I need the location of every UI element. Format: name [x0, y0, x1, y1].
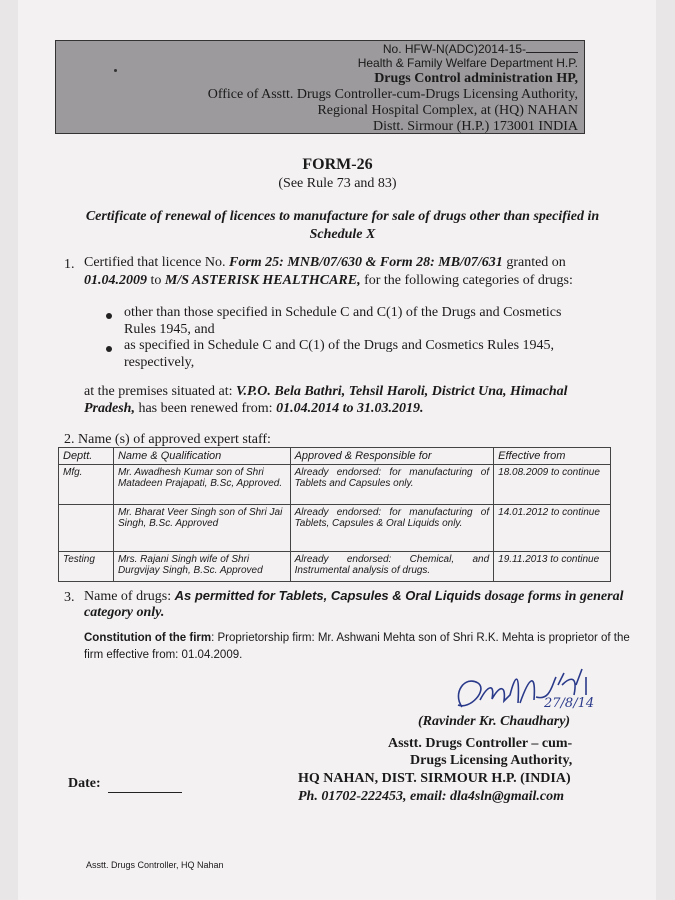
reference-number: No. HFW-N(ADC)2014-15- [383, 42, 578, 56]
complex-address: Regional Hospital Complex, at (HQ) NAHAN [317, 103, 578, 118]
category-2-line1: as specified in Schedule C and C(1) of the Drugs and Cosmetics Rules 1945, [124, 338, 555, 353]
premises-line2: Pradesh, has been renewed from: 01.04.2014 to 31.03.2019. [84, 401, 424, 416]
item1-line2: 01.04.2009 to M/S ASTERISK HEALTHCARE, for the following categories of drugs: [84, 273, 573, 288]
bullet-icon [106, 346, 112, 352]
dept-cell: Testing [59, 552, 114, 582]
item3-line1: Name of drugs: As permitted for Tablets, Capsules & Oral Liquids dosage forms in general [84, 588, 624, 604]
effective-cell: 14.01.2012 to continue [494, 505, 611, 552]
bullet-icon [106, 313, 112, 319]
signatory-title-2: Drugs Licensing Authority, [410, 753, 573, 768]
svg-text:27/8/14: 27/8/14 [544, 696, 595, 711]
certificate-title: Certificate of renewal of licences to manufacture for sale of drugs other than specified in Schedule X [85, 209, 600, 242]
signatory-contact: Ph. 01702-222453, email: dla4sln@gmail.com [298, 789, 564, 804]
item3-number: 3. [64, 590, 75, 605]
expert-staff-table [58, 447, 611, 582]
constitution-line1: Constitution of the firm: Proprietorship firm: Mr. Ashwani Mehta son of Shri R.K. Mehta is proprietor of the [84, 632, 630, 644]
speck-mark [114, 69, 117, 72]
department-name: Health & Family Welfare Department H.P. [357, 56, 578, 70]
name-cell: Mr. Awadhesh Kumar son of Shri Matadeen Prajapati, B.Sc, Approved. [113, 465, 290, 505]
effective-cell: 18.08.2009 to continue [494, 465, 611, 505]
category-2-line2: respectively, [124, 355, 195, 370]
office-name: Office of Asstt. Drugs Controller-cum-Drugs Licensing Authority, [207, 87, 578, 102]
constitution-line2: firm effective from: 01.04.2009. [84, 649, 243, 661]
approved-cell: Already endorsed: for manufacturing of Tablets, Capsules & Oral Liquids only. [290, 505, 494, 552]
dept-cell [59, 505, 114, 552]
table-header-row [59, 448, 611, 465]
effective-cell: 19.11.2013 to continue [494, 552, 611, 582]
approved-cell: Already endorsed: Chemical, and Instrumental analysis of drugs. [290, 552, 494, 582]
premises-line1: at the premises situated at: V.P.O. Bela Bathri, Tehsil Haroli, District Una, Himachal [84, 384, 568, 399]
staff-heading: 2. Name (s) of approved expert staff: [64, 432, 271, 447]
name-cell: Mr. Bharat Veer Singh son of Shri Jai Singh, B.Sc. Approved [113, 505, 290, 552]
category-1-line2: Rules 1945, and [124, 322, 215, 337]
date-label: Date: [68, 776, 101, 791]
dept-cell: Mfg. [59, 465, 114, 505]
name-cell: Mrs. Rajani Singh wife of Shri Durgvijay Singh, B.Sc. Approved [113, 552, 290, 582]
table-row [59, 465, 611, 505]
signatory-office: HQ NAHAN, DIST. SIRMOUR H.P. (INDIA) [298, 771, 571, 786]
column-header: Approved & Responsible for [290, 448, 494, 465]
table-row [59, 505, 611, 552]
form-title: FORM-26 [302, 156, 373, 173]
signatory-title-1: Asstt. Drugs Controller – cum- [388, 736, 573, 751]
table-row [59, 552, 611, 582]
column-header: Effective from [494, 448, 611, 465]
form-rule: (See Rule 73 and 83) [278, 176, 397, 191]
item3-line2: category only. [84, 605, 165, 620]
item1-number: 1. [64, 257, 75, 272]
signatory-name: (Ravinder Kr. Chaudhary) [418, 714, 571, 729]
category-1-line1: other than those specified in Schedule C and C(1) of the Drugs and Cosmetics [124, 305, 562, 320]
letterhead-box [55, 40, 585, 134]
column-header: Deptt. [59, 448, 114, 465]
approved-cell: Already endorsed: for manufacturing of Tablets and Capsules only. [290, 465, 494, 505]
administration-name: Drugs Control administration HP, [374, 71, 578, 86]
district-address: Distt. Sirmour (H.P.) 173001 INDIA [373, 119, 578, 134]
column-header: Name & Qualification [113, 448, 290, 465]
footer-text: Asstt. Drugs Controller, HQ Nahan [86, 860, 224, 870]
date-line [108, 792, 182, 793]
item1-line1: Certified that licence No. Form 25: MNB/07/630 & Form 28: MB/07/631 granted on [84, 255, 566, 270]
